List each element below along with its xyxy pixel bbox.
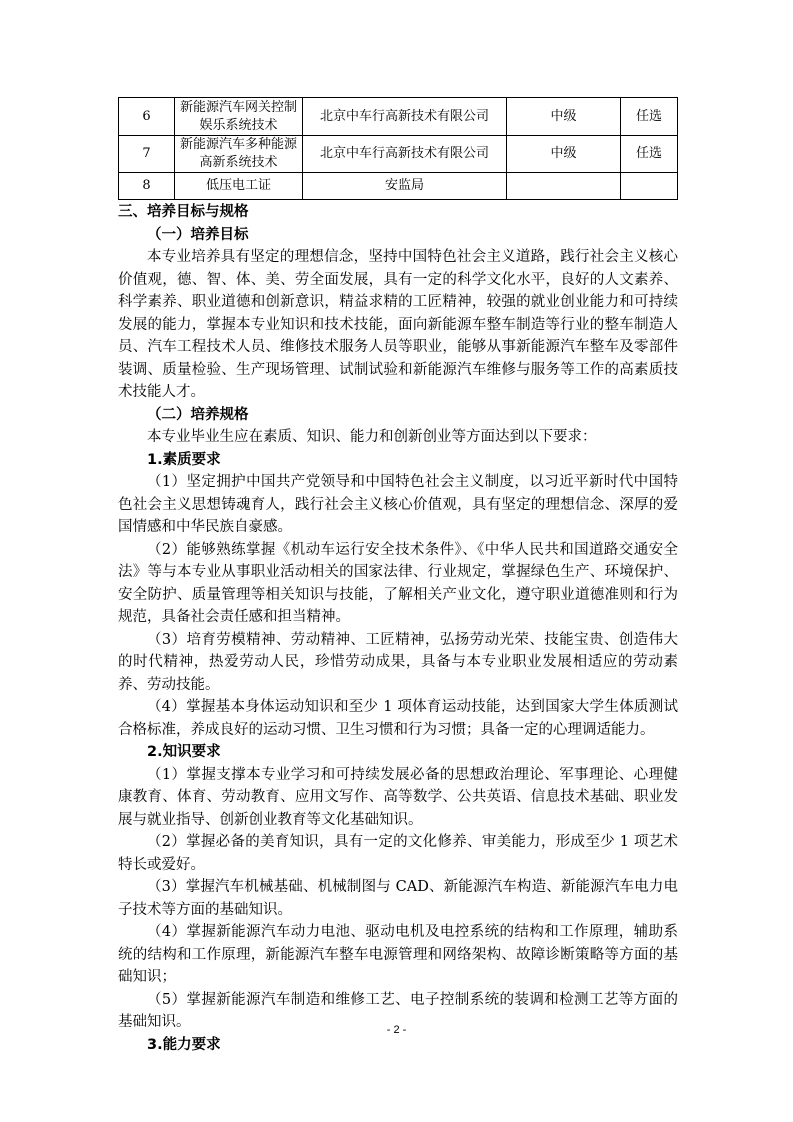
list-item: （4）掌握新能源汽车动力电池、驱动电机及电控系统的结构和工作原理，辅助系统的结构和工作原理，新能源汽车整车电源管理和网络架构、故障诊断策略等方面的基础知识； <box>118 924 678 985</box>
list-item: （3）掌握汽车机械基础、机械制图与 CAD、新能源汽车构造、新能源汽车电力电子技术等方面的基础知识。 <box>118 879 678 918</box>
certificate-table <box>118 97 678 200</box>
certificate-level <box>507 173 621 200</box>
section-heading: 三、培养目标与规格 <box>118 204 249 220</box>
list-item: （5）掌握新能源汽车制造和维修工艺、电子控制系统的装调和检测工艺等方面的基础知识。 <box>118 991 678 1030</box>
table-row <box>119 98 678 136</box>
certificate-name: 低压电工证 <box>175 173 303 200</box>
list-item: （2）掌握必备的美育知识，具有一定的文化修养、审美能力，形成至少 1 项艺术特长或爱好。 <box>118 834 678 873</box>
subsection-heading: （一）培养目标 <box>147 226 249 243</box>
row-number: 7 <box>119 136 175 173</box>
document-body <box>118 201 678 1056</box>
issuing-organization: 安监局 <box>303 173 507 200</box>
list-item: （1）坚定拥护中国共产党领导和中国特色社会主义制度，以习近平新时代中国特色社会主义思想铸魂育人，践行社会主义核心价值观，具有坚定的理想信念、深厚的爱国情感和中华民族自豪感。 <box>118 474 678 535</box>
list-item: （1）掌握支撑本专业学习和可持续发展必备的思想政治理论、军事理论、心理健康教育、体育、劳动教育、应用文写作、高等数学、公共英语、信息技术基础、职业发展与就业指导、创新创业教育等文化基础知识。 <box>118 766 678 828</box>
requirement-heading: 1.素质要求 <box>147 451 221 468</box>
certificate-type <box>621 173 678 200</box>
page-number: - 2 - <box>386 1024 407 1036</box>
paragraph: 本专业毕业生应在素质、知识、能力和创新创业等方面达到以下要求： <box>147 429 597 445</box>
list-item: （3）培育劳模精神、劳动精神、工匠精神，弘扬劳动光荣、技能宝贵、创造伟大的时代精神，热爱劳动人民，珍惜劳动成果，具备与本专业职业发展相适应的劳动素养、劳动技能。 <box>118 631 678 693</box>
requirement-heading: 3.能力要求 <box>147 1036 221 1053</box>
row-number: 8 <box>119 173 175 200</box>
certificate-name: 新能源汽车网关控制娱乐系统技术 <box>175 98 303 136</box>
certificate-name: 新能源汽车多种能源高新系统技术 <box>175 136 303 173</box>
paragraph: 本专业培养具有坚定的理想信念，坚持中国特色社会主义道路，践行社会主义核心价值观，德、智、体、美、劳全面发展，具有一定的科学文化水平，良好的人文素养、科学素养、职业道德和创新意识，精益求精的工匠精神，较强的就业创业能力和可持续发展的能力，掌握本专业知识和技术技能，面向新能源车整车制造等行业的整车制造人员、汽车工程技术人员、维修技术服务人员等职业，能够从事新能源汽车整车及零部件装调、质量检验、生产现场管理、试制试验和新能源汽车维修与服务等工作的高素质技术技能人才。 <box>118 249 678 400</box>
table-row <box>119 173 678 200</box>
certificate-type: 任选 <box>621 98 678 136</box>
row-number: 6 <box>119 98 175 136</box>
requirement-heading: 2.知识要求 <box>147 744 221 760</box>
list-item: （4）掌握基本身体运动知识和至少 1 项体育运动技能，达到国家大学生体质测试合格标准，养成良好的运动习惯、卫生习惯和行为习惯；具备一定的心理调适能力。 <box>118 699 678 738</box>
subsection-heading: （二）培养规格 <box>147 406 249 423</box>
certificate-type: 任选 <box>621 136 678 173</box>
certificate-level: 中级 <box>507 98 621 136</box>
table-row <box>119 136 678 173</box>
issuing-organization: 北京中车行高新技术有限公司 <box>303 136 507 173</box>
list-item: （2）能够熟练掌握《机动车运行安全技术条件》、《中华人民共和国道路交通安全法》等与本专业从事职业活动相关的国家法律、行业规定，掌握绿色生产、环境保护、安全防护、质量管理等相关知识与技能，了解相关产业文化，遵守职业道德准则和行为规范，具备社会责任感和担当精神。 <box>118 541 678 625</box>
certificate-level: 中级 <box>507 136 621 173</box>
issuing-organization: 北京中车行高新技术有限公司 <box>303 98 507 136</box>
